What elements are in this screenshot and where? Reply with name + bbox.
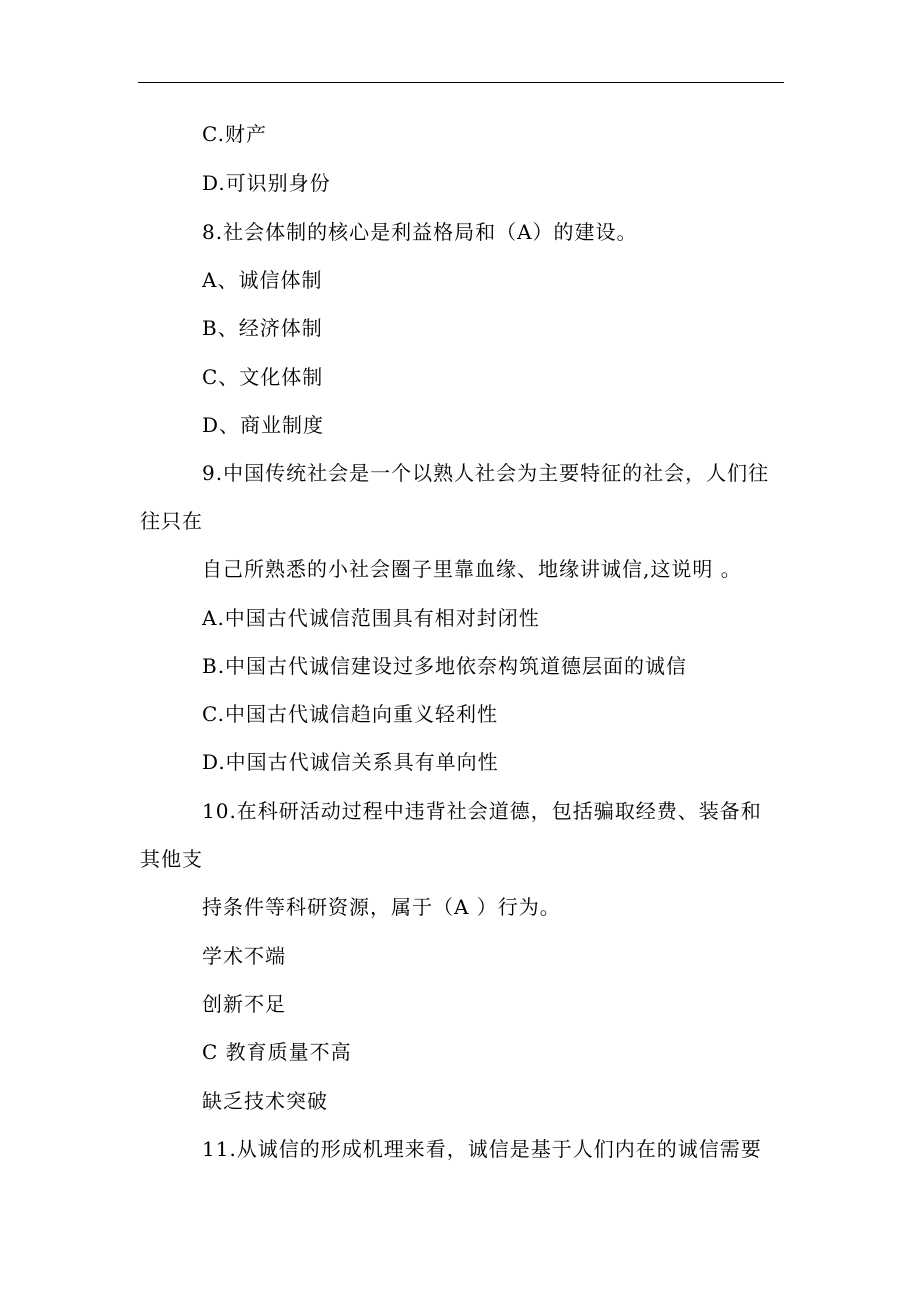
- q10-option-b: 创新不足: [202, 992, 286, 1016]
- question-11-text: 11.从诚信的形成机理来看，诚信是基于人们内在的诚信需要: [202, 1137, 762, 1161]
- q10-option-a: 学术不端: [202, 944, 286, 968]
- q8-option-a: A、诚信体制: [202, 268, 323, 292]
- question-10-text: 10.在科研活动过程中违背社会道德，包括骗取经费、装备和: [202, 799, 762, 823]
- q9-option-d: D.中国古代诚信关系具有单向性: [202, 750, 499, 774]
- option-c-line: C.财产: [202, 122, 267, 146]
- header-rule: [138, 82, 784, 83]
- q9-option-a: A.中国古代诚信范围具有相对封闭性: [202, 606, 540, 630]
- q8-option-c: C、文化体制: [202, 365, 324, 389]
- question-9-text: 9.中国传统社会是一个以熟人社会为主要特征的社会，人们往: [202, 461, 770, 485]
- q10-option-d: 缺乏技术突破: [202, 1089, 328, 1113]
- q9-option-c: C.中国古代诚信趋向重义轻利性: [202, 702, 498, 726]
- question-10-continuation: 持条件等科研资源，属于（A ）行为。: [202, 895, 561, 919]
- q10-option-c: C 教育质量不高: [202, 1040, 352, 1064]
- question-8-text: 8.社会体制的核心是利益格局和（A）的建设。: [202, 220, 638, 244]
- q8-option-d: D、商业制度: [202, 413, 325, 437]
- option-d-line: D.可识别身份: [202, 171, 331, 195]
- q8-option-b: B、经济体制: [202, 316, 323, 340]
- question-10-text-wrap: 其他支: [140, 847, 203, 871]
- question-9-continuation: 自己所熟悉的小社会圈子里靠血缘、地缘讲诚信,这说明 。: [202, 557, 742, 581]
- q9-option-b: B.中国古代诚信建设过多地依奈构筑道德层面的诚信: [202, 654, 688, 678]
- question-9-text-wrap: 往只在: [140, 509, 203, 533]
